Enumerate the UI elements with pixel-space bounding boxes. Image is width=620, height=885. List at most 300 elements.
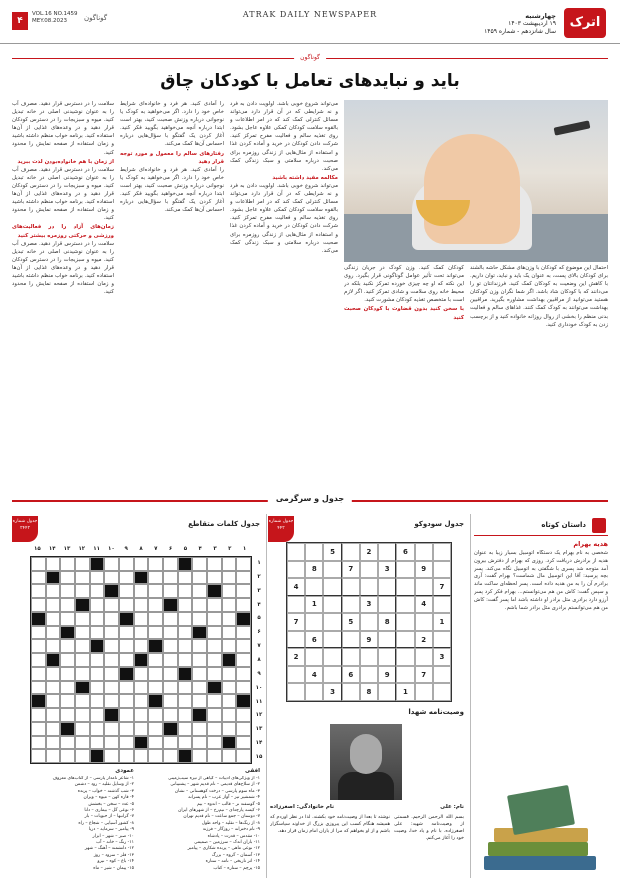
crossword-cell [163, 626, 178, 640]
date-line: ۱۹ اردیبهشت ۱۴۰۳ [508, 20, 556, 27]
crossword-cell [222, 584, 237, 598]
column-text: می‌تواند شروع خوبی باشد. اولویت دادن به فرد و نه شرایطی که در آن قرار دارد می‌تواند مسائل کنترلی کمک کند که در امر اطلاعات و بالقوه سلامت کودکان کمکی علاوه عاجل بشود. روی تغذیه سالم و فعالیت مفرح تمرکز کنید. شرکت دادن کودکان در خرید و آماده کردن غذا و استفاده از مثال‌هایی از زندگی روزمره برای صحبت درباره سلامتی و سبک زندگی کمک می‌کند. [230, 101, 338, 172]
vertical-clues [16, 776, 134, 876]
sudoku-cell: 8 [305, 561, 323, 579]
books-illustration [480, 784, 602, 872]
sudoku-cell [433, 561, 451, 579]
row-number: ۱۳ [255, 726, 263, 733]
crossword-cell [222, 681, 237, 695]
sudoku-cell [323, 561, 341, 579]
clue-item: ۴- شمشیر تیز – آواز عرب – نام پسرانه [188, 795, 260, 801]
volume-info [32, 11, 78, 25]
crossword-cell [178, 626, 193, 640]
crossword-cell [75, 667, 90, 681]
crossword-cell [222, 598, 237, 612]
crossword-cell [119, 708, 134, 722]
crossword-cell [134, 749, 149, 763]
sudoku-cell: 3 [378, 561, 396, 579]
clue-item: ۱۳- آسمان – گروه – بزرگ [211, 852, 260, 858]
column-subheading: زمان‌های آزاد را در فعالیت‌های ورزشی و حرکتی روزمره بیشتر کنید [12, 224, 114, 239]
clue-item: ۸- کشور آسیایی – شجاع – راه [78, 820, 134, 826]
sudoku-grid [286, 542, 452, 702]
crossword-cell [60, 653, 75, 667]
crossword-cell [60, 749, 75, 763]
crossword-cell [148, 681, 163, 695]
clue-item: ۶- نوعی گل – بیماری – دانا [84, 808, 134, 814]
sudoku-cell: 8 [360, 683, 378, 701]
sudoku-cell [305, 613, 323, 631]
crossword-cell [60, 612, 75, 626]
hero-photo [344, 100, 608, 262]
sudoku-cell [287, 631, 305, 649]
crossword-cell [31, 626, 46, 640]
sudoku-cell: 4 [305, 666, 323, 684]
crossword-cell [178, 708, 193, 722]
crossword-cell [134, 557, 149, 571]
crossword-cell [222, 722, 237, 736]
crossword-cell [90, 584, 105, 598]
crossword-cell [60, 584, 75, 598]
horizontal-clues [138, 776, 260, 876]
crossword-cell [163, 736, 178, 750]
article-column-2 [344, 264, 464, 486]
article-column-3 [230, 100, 338, 486]
row-number: ۱۲ [255, 712, 263, 719]
crossword-cell [192, 598, 207, 612]
crossword-cell [222, 749, 237, 763]
crossword-cell [222, 708, 237, 722]
sudoku-cell [360, 648, 378, 666]
column-text: سلامت را در دسترس قرار دهید. مصرف آب را به عنوان نوشیدنی اصلی در خانه تبدیل کنید. میوه و سبزیجات را در دسترس کودکان قرار دهید و در وعده‌های غذایی از آن‌ها استفاده کنید. برنامه خواب منظم داشته باشید و زمان استفاده از صفحه نمایش را محدود کنید. [12, 240, 114, 296]
article-column-5 [12, 100, 114, 486]
sudoku-cell [342, 631, 360, 649]
crossword-cell [192, 708, 207, 722]
crossword-cell [222, 667, 237, 681]
crossword-cell [46, 598, 61, 612]
column-number: ۱۲ [78, 546, 86, 552]
crossword-cell [222, 612, 237, 626]
crossword-cell [60, 694, 75, 708]
sudoku-cell [378, 543, 396, 561]
clue-item: ۱۳- فلز – سرود – روز [93, 852, 134, 858]
sudoku-cell [305, 648, 323, 666]
crossword-cell [207, 694, 222, 708]
crossword-cell [104, 639, 119, 653]
sudoku-cell [342, 543, 360, 561]
crossword-cell [60, 681, 75, 695]
crossword-cell [75, 708, 90, 722]
sudoku-cell [305, 578, 323, 596]
clue-item: ۸- از رنگ‌ها – تقلید – واحد طول [201, 820, 260, 826]
sudoku-cell [378, 596, 396, 614]
crossword-cell [236, 708, 251, 722]
sudoku-cell [415, 683, 433, 701]
column-number: ۴ [198, 546, 202, 552]
kicker-bar [12, 54, 608, 62]
sudoku-cell [305, 683, 323, 701]
crossword-cell [163, 722, 178, 736]
section-band [12, 494, 608, 506]
crossword-cell [104, 612, 119, 626]
crossword-cell [222, 626, 237, 640]
book-icon [484, 856, 596, 870]
clue-item: ۱۴- اثر تاریخی – نامه – ستاره [205, 859, 260, 865]
crossword-cell [192, 681, 207, 695]
column-number: ۱۰ [108, 546, 115, 552]
crossword-cell [119, 722, 134, 736]
crossword-cell [192, 571, 207, 585]
row-number: ۳ [257, 587, 261, 594]
sudoku-cell [342, 596, 360, 614]
paper-name: ATRAK DAILY NEWSPAPER [242, 10, 378, 19]
crossword-cell [75, 736, 90, 750]
book-icon [488, 842, 588, 856]
crossword-cell [90, 736, 105, 750]
clue-item: ۳- شب گذشته – خواب – پرنده [77, 788, 134, 794]
crossword-cell [31, 571, 46, 585]
crossword-cell [104, 557, 119, 571]
sudoku-cell [396, 631, 414, 649]
sudoku-cell [396, 561, 414, 579]
crossword-cell [119, 584, 134, 598]
crossword-cell [236, 626, 251, 640]
column-divider [470, 514, 471, 878]
crossword-cell [31, 598, 46, 612]
sudoku-cell: 4 [287, 578, 305, 596]
sudoku-cell: 5 [323, 543, 341, 561]
clue-item: ۲- از سلاح‌های قدیمی – نام قدیم شهر – پشتیبانی [170, 782, 260, 788]
sudoku-cell [360, 613, 378, 631]
crossword-cell [222, 571, 237, 585]
crossword-cell [60, 736, 75, 750]
vertical-clues-heading: عمودی [115, 768, 134, 774]
sudoku-cell: 6 [305, 631, 323, 649]
crossword-cell [207, 626, 222, 640]
crossword-cell [192, 626, 207, 640]
crossword-cell [178, 584, 193, 598]
crossword-cell [134, 639, 149, 653]
story-header [474, 516, 608, 536]
crossword-cell [163, 667, 178, 681]
crossword-cell [46, 722, 61, 736]
crossword-cell [75, 626, 90, 640]
crossword-cell [148, 571, 163, 585]
row-number: ۱ [257, 559, 261, 566]
crossword-cell [222, 694, 237, 708]
story-title: هدیه بهرام [573, 540, 608, 548]
crossword-cell [90, 708, 105, 722]
crossword-cell [207, 681, 222, 695]
crossword-cell [178, 653, 193, 667]
column-subheading: با سخن کنید بدون قضاوت با کودکان صحبت کنید [344, 306, 464, 321]
crossword-cell [163, 584, 178, 598]
crossword-cell [236, 557, 251, 571]
photo-child [424, 134, 520, 244]
crossword-cell [148, 749, 163, 763]
sudoku-cell [415, 543, 433, 561]
crossword-cell [75, 694, 90, 708]
sudoku-cell [287, 561, 305, 579]
column-number: ۱۵ [34, 546, 41, 552]
crossword-cell [60, 626, 75, 640]
crossword-cell [163, 681, 178, 695]
crossword-cell [148, 626, 163, 640]
crossword-cell [104, 722, 119, 736]
crossword-cell [178, 681, 193, 695]
sudoku-cell [433, 543, 451, 561]
crossword-puzzle [12, 516, 264, 878]
crossword-cell [90, 749, 105, 763]
crossword-cell [178, 722, 193, 736]
crossword-cell [207, 722, 222, 736]
crossword-cell [163, 653, 178, 667]
crossword-cell [148, 639, 163, 653]
crossword-cell [192, 736, 207, 750]
crossword-cell [222, 653, 237, 667]
crossword-cell [148, 708, 163, 722]
crossword-cell [104, 667, 119, 681]
crossword-cell [119, 557, 134, 571]
crossword-cell [178, 639, 193, 653]
sudoku-cell: 7 [342, 561, 360, 579]
sudoku-cell [287, 596, 305, 614]
crossword-cell [148, 598, 163, 612]
crossword-cell [119, 653, 134, 667]
row-number: ۱۰ [255, 684, 263, 691]
crossword-cell [60, 598, 75, 612]
masthead [0, 0, 620, 44]
memorial-text: نوشته تا بعداً از وصیت‌نامه خود بکشند. لذا در نظر آوردم که همیشه هنگام کسب این پیروزی بزرگ از خداوند سپاسگزار باشم و از او بخواهم که مرا از یاران امام زمان قرار دهد. [270, 815, 390, 834]
crossword-cell [104, 571, 119, 585]
crossword-cell [148, 667, 163, 681]
crossword-cell [134, 667, 149, 681]
crossword-cell [163, 694, 178, 708]
crossword-cell [236, 667, 251, 681]
crossword-cell [163, 598, 178, 612]
crossword-cell [119, 626, 134, 640]
clue-item: ۱۲- دانشمند – آهنگ – شهر [84, 846, 134, 852]
column-divider [266, 514, 267, 878]
crossword-cell [148, 557, 163, 571]
crossword-cell [90, 598, 105, 612]
sudoku-cell [323, 666, 341, 684]
sudoku-cell [433, 596, 451, 614]
sudoku-cell [415, 648, 433, 666]
article-headline: باید و نبایدهای تعامل با کودکان چاق [160, 71, 460, 91]
issue-date [484, 12, 556, 36]
crossword-cell [31, 749, 46, 763]
crossword-cell [178, 612, 193, 626]
column-number: ۵ [183, 546, 188, 552]
sudoku-cell: 6 [342, 666, 360, 684]
crossword-cell [148, 653, 163, 667]
crossword-cell [236, 681, 251, 695]
column-number: ۳ [213, 546, 217, 552]
crossword-cell [46, 626, 61, 640]
crossword-cell [90, 612, 105, 626]
crossword-badge: جدول شماره ۲۴۴۲ [12, 516, 38, 542]
clue-item: ۹- نام دخترانه – روزگار – فرزند [202, 827, 260, 833]
crossword-cell [222, 639, 237, 653]
crossword-cell [134, 653, 149, 667]
portrait-face [350, 734, 382, 774]
crossword-cell [90, 667, 105, 681]
crossword-cell [207, 708, 222, 722]
row-number: ۱۵ [255, 754, 263, 761]
crossword-cell [236, 722, 251, 736]
crossword-cell [207, 584, 222, 598]
sudoku-cell: 7 [433, 578, 451, 596]
sudoku-cell [378, 683, 396, 701]
clue-item: ۷- گرانبها – از حبوبات – بار [84, 814, 134, 820]
column-text: را آمادی کنید. هر فرد و خانواده‌ای شرایط خاص خود را دارد. اگر می‌خواهید به کودک یا نوجوانی درباره وزنش صحبت کنید، بهتر است ابتدا درباره آنچه می‌خواهید بگویید فکر کنید. آغاز کردن یک گفتگو با سؤال‌هایی درباره احساس آن‌ها کمک می‌کند. [120, 101, 224, 148]
crossword-cell [90, 653, 105, 667]
sudoku-cell: 2 [415, 631, 433, 649]
column-number: ۱۴ [48, 546, 56, 552]
clue-item: ۱۵- پیمان – شیر – ماه [93, 865, 134, 871]
crossword-cell [192, 612, 207, 626]
crossword-cell [192, 639, 207, 653]
sudoku-cell [287, 543, 305, 561]
crossword-cell [90, 639, 105, 653]
section-label: گوناگون [84, 14, 108, 22]
crossword-cell [236, 598, 251, 612]
crossword-cell [148, 736, 163, 750]
crossword-cell [192, 653, 207, 667]
memorial-name: نام: علی [440, 804, 464, 810]
crossword-cell [46, 584, 61, 598]
horizontal-clues-heading: افقی [244, 768, 260, 774]
column-number: ۱ [242, 546, 247, 552]
crossword-cell [104, 749, 119, 763]
crossword-cell [75, 639, 90, 653]
crossword-cell [207, 571, 222, 585]
sudoku-cell [360, 578, 378, 596]
crossword-cell [119, 571, 134, 585]
crossword-cell [134, 736, 149, 750]
column-text: سلامت را در دسترس قرار دهید. مصرف آب را به عنوان نوشیدنی اصلی در خانه تبدیل کنید. میوه و سبزیجات را در دسترس کودکان قرار دهید و در وعده‌های غذایی از آن‌ها استفاده کنید. برنامه خواب منظم داشته باشید و زمان استفاده از صفحه نمایش را محدود کنید. [12, 101, 114, 156]
crossword-cell [31, 667, 46, 681]
crossword-row-numbers [254, 556, 264, 764]
page-number: ۴ [12, 12, 28, 30]
crossword-cell [207, 557, 222, 571]
photo-remote [554, 120, 591, 135]
story-kicker: داستان کوتاه [541, 521, 586, 529]
crossword-cell [90, 626, 105, 640]
crossword-cell [134, 626, 149, 640]
crossword-cell [178, 557, 193, 571]
clue-item: ۶- کیسه پارچه‌ای – نیم‌رخ – از شهرهای ایران [178, 808, 260, 814]
crossword-cell [75, 722, 90, 736]
sudoku-cell [415, 578, 433, 596]
short-story [474, 516, 608, 876]
crossword-cell [207, 612, 222, 626]
crossword-cell [148, 694, 163, 708]
crossword-cell [207, 736, 222, 750]
crossword-cell [75, 749, 90, 763]
crossword-cell [236, 584, 251, 598]
row-number: ۲ [257, 573, 261, 580]
crossword-cell [207, 749, 222, 763]
crossword-cell [236, 639, 251, 653]
column-text: را آمادی کنید. هر فرد و خانواده‌ای شرایط خاص خود را دارد. اگر می‌خواهید به کودک یا نوجوانی درباره وزنش صحبت کنید، بهتر است ابتدا درباره آنچه می‌خواهید بگویید فکر کنید. آغاز کردن یک گفتگو با سؤال‌هایی درباره احساس آن‌ها کمک می‌کند. [120, 166, 224, 214]
memorial-text: بسم الله الرحمن الرحیم. قسمتی از وصیت‌نامه شهید: علی اصغرزاده. با نام و یاد خدا، وصیت خود را آغاز می‌کنم. [394, 815, 464, 841]
sudoku-cell: 9 [360, 631, 378, 649]
crossword-cell [134, 681, 149, 695]
crossword-cell [178, 694, 193, 708]
column-number: ۷ [154, 546, 158, 552]
sudoku-cell [342, 578, 360, 596]
crossword-cell [134, 708, 149, 722]
crossword-cell [46, 667, 61, 681]
section-title: جدول و سرگرمی [268, 494, 352, 503]
crossword-cell [31, 694, 46, 708]
crossword-cell [31, 557, 46, 571]
crossword-cell [75, 557, 90, 571]
crossword-cell [60, 557, 75, 571]
column-subheading: رفتارهای سالم را معمول و مورد توجه قرار دهید [120, 150, 224, 165]
crossword-cell [46, 694, 61, 708]
crossword-cell [31, 681, 46, 695]
clue-item: ۵- گوسفند نر – قالب – اندوه – بیم [197, 801, 260, 807]
row-number: ۱۴ [255, 740, 263, 747]
crossword-cell [46, 749, 61, 763]
column-number: ۲ [228, 546, 232, 552]
crossword-cell [75, 598, 90, 612]
sudoku-cell [360, 666, 378, 684]
sudoku-cell [415, 613, 433, 631]
crossword-cell [60, 639, 75, 653]
crossword-cell [75, 653, 90, 667]
sudoku-cell: 6 [396, 543, 414, 561]
vol-line: VOL.16 NO.1459 [32, 11, 78, 17]
crossword-cell [75, 681, 90, 695]
clue-item: ۱۵- پرچم – ستاره – کتاب [213, 865, 260, 871]
column-subheading: از زمان با هم خانواده‌بودن لذت ببرید [17, 158, 114, 165]
crossword-cell [119, 612, 134, 626]
crossword-cell [207, 667, 222, 681]
row-number: ۸ [257, 656, 261, 663]
crossword-cell [46, 736, 61, 750]
crossword-cell [60, 571, 75, 585]
crossword-cell [192, 749, 207, 763]
crossword-cell [46, 571, 61, 585]
column-text: سلامت را در دسترس قرار دهید. مصرف آب را به عنوان نوشیدنی اصلی در خانه تبدیل کنید. میوه و سبزیجات را در دسترس کودکان قرار دهید و در وعده‌های غذایی از آن‌ها استفاده کنید. برنامه خواب منظم داشته باشید و زمان استفاده از صفحه نمایش را محدود کنید. [12, 166, 114, 222]
sudoku-cell [378, 578, 396, 596]
crossword-cell [31, 612, 46, 626]
crossword-cell [207, 598, 222, 612]
crossword-cell [119, 639, 134, 653]
crossword-cell [134, 694, 149, 708]
column-number: ۶ [168, 546, 173, 552]
crossword-cell [60, 708, 75, 722]
sudoku-cell [433, 631, 451, 649]
crossword-cell [60, 667, 75, 681]
sudoku-cell [396, 648, 414, 666]
story-text: شخصی به نام بهرام یک دستگاه اتومبیل بسیار زیبا به عنوان هدیه از برادرش دریافت کرد. روزی که بهرام از دفترش بیرون آمد متوجه شد پسری با شگفتی به اتومبیل نگاه می‌کند. پسر بچه پرسید: آقا این اتومبیل مال شماست؟ بهرام گفت: آری برادرم آن را به من هدیه داده است. پسر لحظه‌ای ساکت ماند و سپس گفت: کاش من هم می‌توانستم... بهرام فکر کرد پسر آرزو دارد برادری مثل برادر او داشته باشد اما پسر گفت: کاش من هم می‌توانستم برادری مثل برادر شما باشم. [474, 550, 608, 611]
crossword-cell [31, 653, 46, 667]
crossword-cell [178, 749, 193, 763]
newspaper-logo: اترک [564, 8, 606, 38]
crossword-cell [104, 653, 119, 667]
crossword-cell [104, 736, 119, 750]
sudoku-cell [323, 613, 341, 631]
sudoku-cell [396, 578, 414, 596]
crossword-cell [75, 571, 90, 585]
crossword-cell [104, 584, 119, 598]
clue-item: ۱۰- مقدس – قدرت – پادشاه [207, 833, 260, 839]
sudoku-cell [323, 578, 341, 596]
